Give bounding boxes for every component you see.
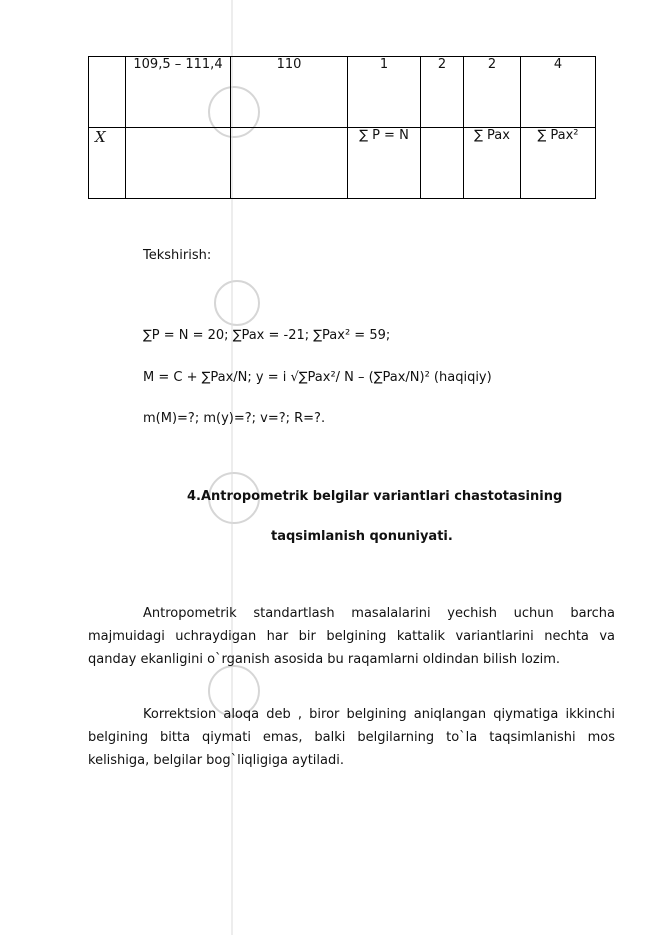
body-paragraph: Korrektsion aloqa deb , biror belgining aniqlangan qiymatiga ikkinchi belgining bitta qiymati emas, balki belgilarning to`la taqsimlanishi mos kelishiga, belgilar bog`liqligiga aytiladi. xyxy=(88,707,615,768)
table-cell: 110 xyxy=(231,57,348,128)
table-cell xyxy=(89,57,126,128)
body-paragraph: Antropometrik standartlash masalalarini yechish uchun barcha majmuidagi uchraydigan har bir belgining kattalik variantlarini nechta va qanday ekanligini o`rganish asosida bu raqamlarni oldindan bilish lozim. xyxy=(88,606,615,667)
table-cell xyxy=(421,128,464,199)
table-cell: ∑ Pax² xyxy=(521,128,596,199)
table-cell: 2 xyxy=(464,57,521,128)
table-cell xyxy=(126,128,231,199)
table-cell xyxy=(231,128,348,199)
formula-line: M = C + ∑Pax/N; y = і √∑Pax²/ N – (∑Pax/N)² (haqiqiy) xyxy=(143,370,492,385)
table-cell: 109,5 – 111,4 xyxy=(126,57,231,128)
table-cell: ∑ P = N xyxy=(348,128,421,199)
formula-line: ∑P = N = 20; ∑Pax = -21; ∑Pax² = 59; xyxy=(143,328,391,343)
section-title: taqsimlanish qonuniyati. xyxy=(271,529,453,544)
check-label: Tekshirish: xyxy=(143,248,212,263)
section-title: 4.Antropometrik belgilar variantlari chastotasining xyxy=(187,489,563,504)
formula-line: m(M)=?; m(y)=?; v=?; R=?. xyxy=(143,411,326,426)
table-cell: X xyxy=(89,128,126,199)
table-cell: 4 xyxy=(521,57,596,128)
table-row xyxy=(89,57,596,128)
watermark-circle xyxy=(214,280,260,326)
table-cell: 2 xyxy=(421,57,464,128)
table-cell: ∑ Pax xyxy=(464,128,521,199)
distribution-table xyxy=(88,56,596,199)
table-cell: 1 xyxy=(348,57,421,128)
table-row xyxy=(89,128,596,199)
